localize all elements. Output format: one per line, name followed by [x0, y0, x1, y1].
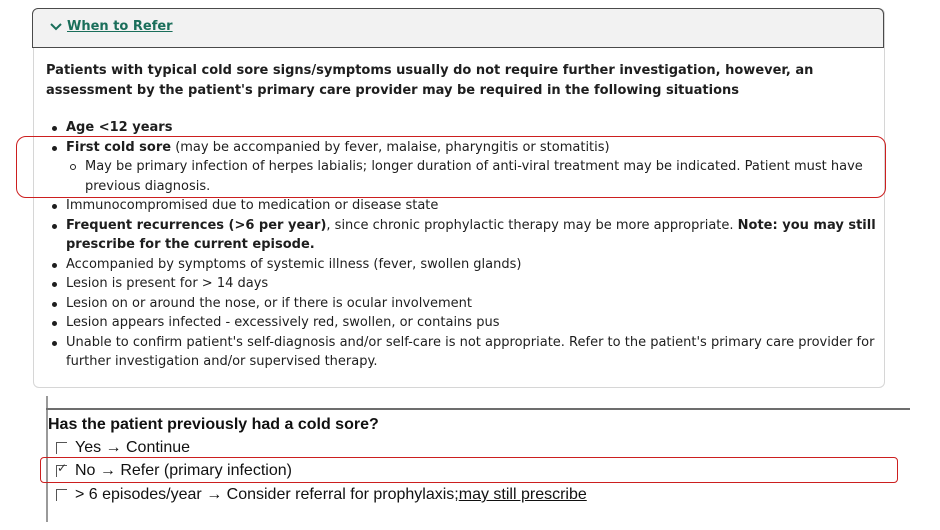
- form-border-top: [46, 408, 910, 410]
- when-to-refer-panel: [33, 8, 885, 388]
- list-item: [46, 294, 876, 314]
- option-yes[interactable]: [56, 439, 190, 457]
- list-item: [46, 255, 876, 275]
- list-item: [46, 196, 876, 216]
- criterion-location: Lesion on or around the nose, or if there is ocular involvement: [66, 295, 473, 311]
- checkbox-no-checked[interactable]: [56, 465, 67, 477]
- criterion-immunocompromised: Immunocompromised due to medication or disease state: [66, 198, 439, 213]
- criterion-duration: Lesion is present for > 14 days: [66, 276, 269, 291]
- checkbox-frequent[interactable]: [56, 489, 67, 501]
- option-no[interactable]: [56, 462, 292, 480]
- sub-list: [66, 157, 876, 196]
- list-item: [46, 216, 876, 255]
- criterion-detail: , since chronic prophylactic therapy may be more appropriate.: [326, 217, 738, 233]
- list-item: [46, 333, 876, 372]
- cold-sore-question-form: [46, 396, 916, 530]
- question-label: Has the patient previously had a cold sore?: [48, 416, 379, 433]
- option-frequent[interactable]: [56, 486, 587, 504]
- referral-criteria-list: [46, 118, 876, 372]
- criterion-systemic-illness: Accompanied by symptoms of systemic illness (fever, swollen glands): [66, 256, 522, 272]
- criterion-frequent-recurrences: Frequent recurrences (>6 per year): [66, 217, 327, 233]
- list-item: [46, 138, 876, 197]
- criterion-infected: Lesion appears infected - excessively red, swollen, or contains pus: [66, 315, 500, 330]
- list-item: [46, 313, 876, 333]
- option-no-label: No → Refer (primary infection): [75, 462, 292, 479]
- form-border-left: [46, 396, 48, 522]
- accordion-title-link[interactable]: When to Refer: [67, 19, 173, 34]
- criterion-first-cold-sore: First cold sore: [66, 139, 172, 155]
- checkbox-yes[interactable]: [56, 442, 67, 454]
- option-yes-label: Yes → Continue: [75, 439, 191, 456]
- may-still-prescribe-link[interactable]: may still prescribe: [458, 486, 587, 503]
- chevron-down-icon: [49, 20, 63, 34]
- option-frequent-label: > 6 episodes/year → Consider referral for prophylaxis;: [75, 486, 459, 503]
- criterion-self-diagnosis: Unable to confirm patient's self-diagnosis and/or self-care is not appropriate. Refer to the patient's primary care provider for further investigation and/or supervised therapy.: [66, 334, 875, 369]
- criterion-detail: (may be accompanied by fever, malaise, pharyngitis or stomatitis): [171, 139, 610, 155]
- intro-text: Patients with typical cold sore signs/symptoms usually do not require further investigation, however, an assessment by the patient's primary care provider may be required in the following situations: [46, 63, 814, 98]
- sub-list-item: May be primary infection of herpes labialis; longer duration of anti-viral treatment may be indicated. Patient must have previous diagnosis.: [66, 157, 876, 196]
- criterion-note: Note: you may still prescribe for the current episode.: [66, 217, 876, 252]
- accordion-header[interactable]: [32, 8, 884, 48]
- list-item: [46, 118, 876, 138]
- list-item: [46, 274, 876, 294]
- criterion-age: Age <12 years: [66, 120, 173, 135]
